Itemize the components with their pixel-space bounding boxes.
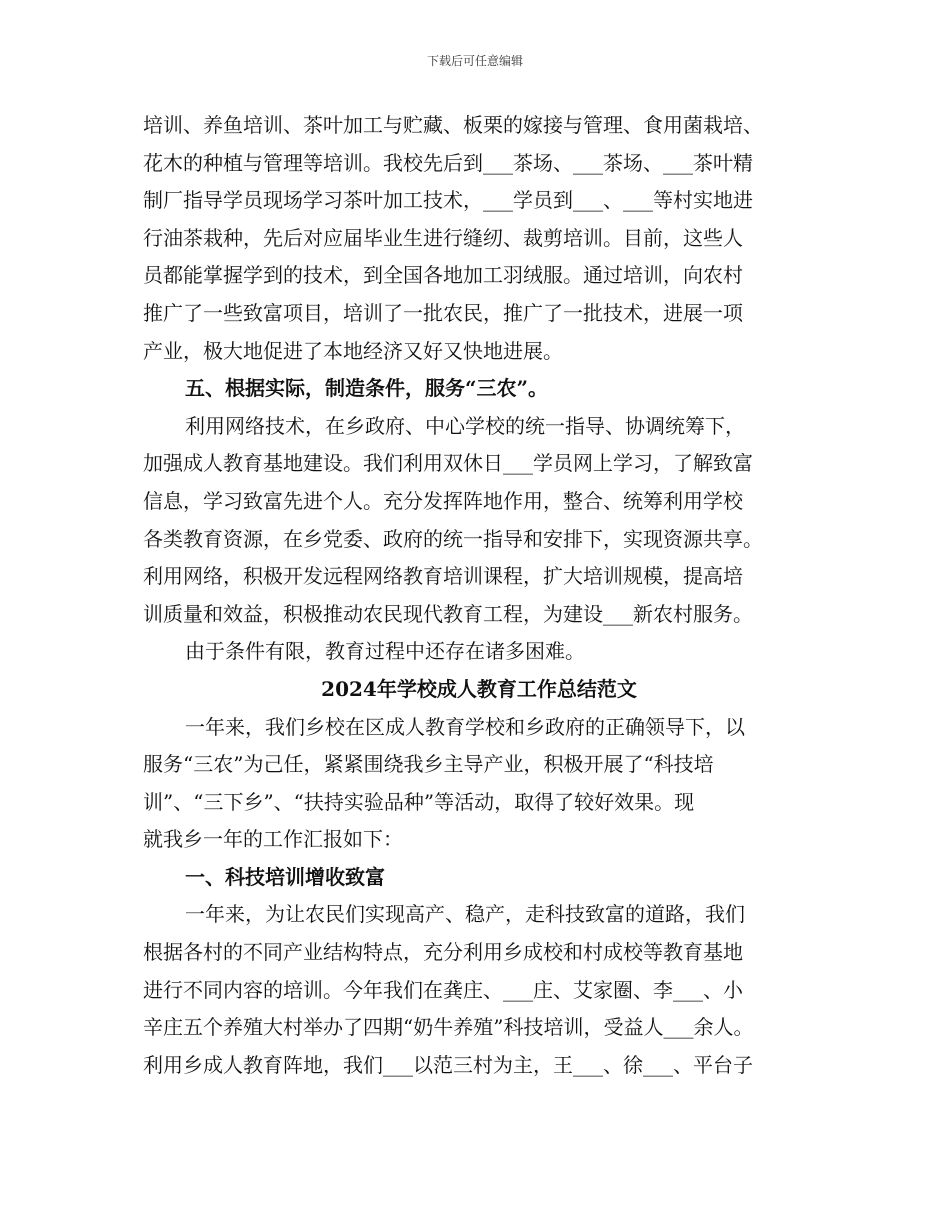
text-line: 花木的种植与管理等培训。我校先后到___茶场、___茶场、___茶叶精: [143, 150, 753, 175]
document-title: 2024年学校成人教育工作总结范文: [321, 676, 637, 701]
text-line: 培训、养鱼培训、茶叶加工与贮藏、板栗的嫁接与管理、食用菌栽培、: [143, 113, 763, 137]
text-line: 利用乡成人教育阵地，我们___以范三村为主，王___、徐___、平台子: [143, 1052, 753, 1077]
text-line: 员都能掌握学到的技术，到全国各地加工羽绒服。通过培训，向农村: [143, 263, 743, 288]
paragraph-start-line: 由于条件有限，教育过程中还存在诸多困难。: [185, 639, 585, 664]
section-heading: 五、根据实际，制造条件，服务“三农”。: [185, 376, 549, 401]
document-body: [143, 107, 815, 1084]
paragraph-start-line: 一年来，我们乡校在区成人教育学校和乡政府的正确领导下，以: [185, 714, 745, 739]
text-line: 辛庄五个养殖大村举办了四期“奶牛养殖”科技培训，受益人___余人。: [143, 1015, 754, 1040]
page-header: 下载后可任意编辑: [426, 54, 523, 68]
text-line: 服务“三农”为己任，紧紧围绕我乡主导产业，积极开展了“科技培: [143, 752, 714, 777]
text-line: 利用网络，积极开发远程网络教育培训课程，扩大培训规模，提高培: [143, 564, 743, 589]
text-line: 进行不同内容的培训。今年我们在龚庄、___庄、艾家圈、李___、小: [143, 977, 743, 1002]
text-line: 就我乡一年的工作汇报如下：: [143, 827, 403, 852]
section-heading: 一、科技培训增收致富: [185, 864, 385, 889]
text-line: 制厂指导学员现场学习茶叶加工技术，___学员到___、___等村实地进: [143, 188, 753, 213]
text-line: 信息，学习致富先进个人。充分发挥阵地作用，整合、统筹利用学校: [143, 488, 743, 513]
text-line: 训”、“三下乡”、“扶持实验品种”等活动，取得了较好效果。现: [143, 789, 695, 814]
text-line: 根据各村的不同产业结构特点，充分利用乡成校和村成校等教育基地: [143, 940, 743, 965]
paragraph-start-line: 利用网络技术，在乡政府、中心学校的统一指导、协调统筹下，: [185, 413, 745, 438]
text-line: 加强成人教育基地建设。我们利用双休日___学员网上学习，了解致富: [143, 451, 753, 476]
paragraph-start-line: 一年来，为让农民们实现高产、稳产，走科技致富的道路，我们: [185, 902, 745, 927]
text-line: 行油茶栽种，先后对应届毕业生进行缝纫、裁剪培训。目前，这些人: [143, 225, 743, 250]
text-line: 训质量和效益，积极推动农民现代教育工程，为建设___新农村服务。: [143, 601, 753, 626]
text-line: 产业，极大地促进了本地经济又好又快地进展。: [143, 338, 563, 363]
text-line: 推广了一些致富项目，培训了一批农民，推广了一批技术，进展一项: [143, 300, 743, 325]
text-line: 各类教育资源，在乡党委、政府的统一指导和安排下，实现资源共享。: [143, 526, 763, 551]
